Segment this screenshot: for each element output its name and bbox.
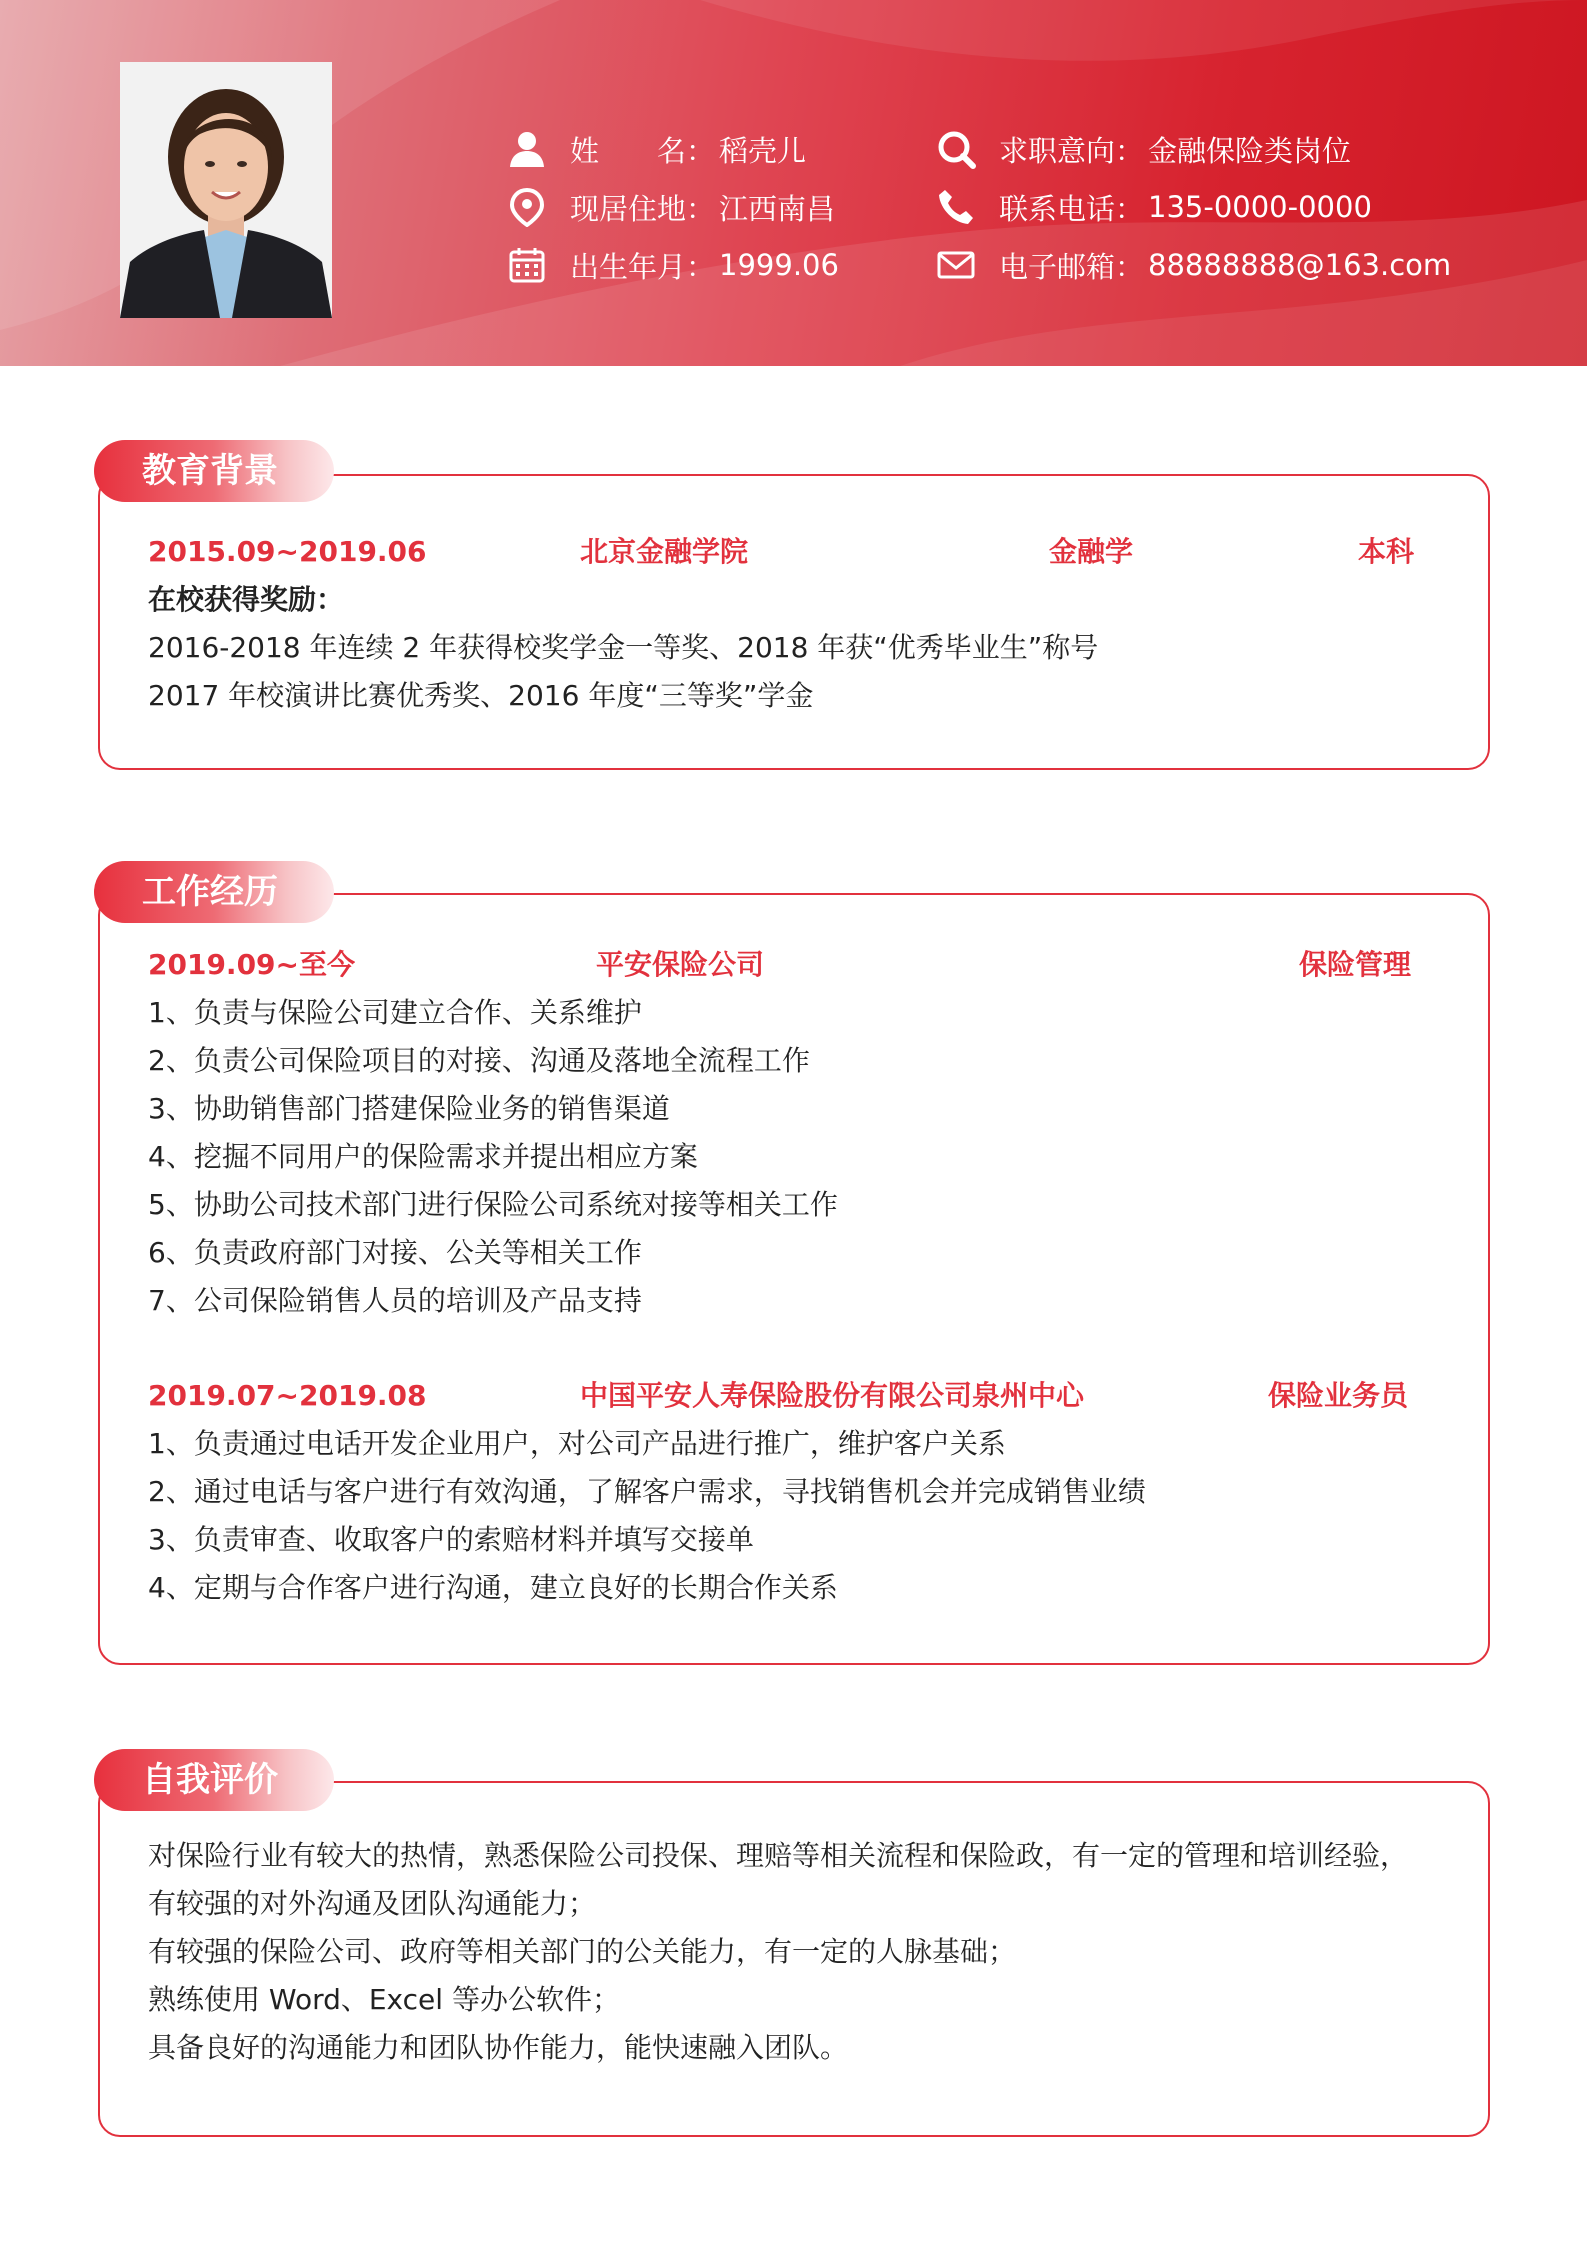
search-icon: [935, 128, 977, 170]
job-duty: 6、负责政府部门对接、公关等相关工作: [148, 1236, 642, 1269]
self-eval-line: 有较强的保险公司、政府等相关部门的公关能力，有一定的人脉基础；: [148, 1935, 1017, 1968]
info-phone-label: 联系电话：: [999, 191, 1145, 226]
education-section: [98, 474, 1490, 770]
job-header-row: [148, 943, 1416, 987]
job-period: 2019.09~至今: [148, 948, 355, 981]
info-intent-value: 金融保险类岗位: [1148, 133, 1352, 168]
info-birth-value: 1999.06: [719, 248, 839, 282]
self-eval-line: 具备良好的沟通能力和团队协作能力，能快速融入团队。: [148, 2031, 849, 2064]
mail-icon: [935, 244, 977, 286]
avatar-photo: [120, 62, 332, 318]
phone-icon: [935, 186, 977, 228]
education-awards-label: 在校获得奖励：: [148, 583, 345, 616]
info-email-value: 88888888@163.com: [1148, 248, 1452, 282]
self-eval-line: 对保险行业有较大的热情，熟悉保险公司投保、理赔等相关流程和保险政，有一定的管理和培训经验，: [148, 1839, 1409, 1872]
self-eval-line: 有较强的对外沟通及团队沟通能力；: [148, 1887, 597, 1920]
info-phone-value: 135-0000-0000: [1148, 190, 1372, 224]
info-intent-label: 求职意向：: [999, 133, 1145, 168]
job-duty: 1、负责通过电话开发企业用户，对公司产品进行推广，维护客户关系: [148, 1427, 1006, 1460]
job-duty: 2、负责公司保险项目的对接、沟通及落地全流程工作: [148, 1044, 810, 1077]
info-intent: [935, 127, 1351, 171]
header-banner: [0, 0, 1587, 366]
job-duty: 3、协助销售部门搭建保险业务的销售渠道: [148, 1092, 670, 1125]
education-degree: 本科: [1358, 535, 1415, 568]
calendar-icon: [506, 244, 548, 286]
job-company: 平安保险公司: [596, 948, 765, 981]
job-duty: 7、公司保险销售人员的培训及产品支持: [148, 1284, 642, 1317]
job-role: 保险管理: [1299, 948, 1412, 981]
job-duty: 4、挖掘不同用户的保险需求并提出相应方案: [148, 1140, 698, 1173]
job-duty: 3、负责审查、收取客户的索赔材料并填写交接单: [148, 1523, 754, 1556]
work-title: 工作经历: [94, 861, 334, 923]
location-pin-icon: [506, 186, 548, 228]
education-period: 2015.09~2019.06: [148, 535, 427, 568]
job-company: 中国平安人寿保险股份有限公司泉州中心: [580, 1379, 1085, 1412]
info-phone: [935, 185, 1372, 229]
avatar-icon: [120, 62, 332, 318]
self-eval-title: 自我评价: [94, 1749, 334, 1811]
info-email-label: 电子邮箱：: [999, 249, 1145, 284]
job-duty: 5、协助公司技术部门进行保险公司系统对接等相关工作: [148, 1188, 838, 1221]
education-award-item: 2016-2018 年连续 2 年获得校奖学金一等奖、2018 年获“优秀毕业生”称号: [148, 631, 1099, 664]
job-period: 2019.07~2019.08: [148, 1379, 427, 1412]
info-name: [506, 127, 806, 171]
info-birth-label: 出生年月：: [570, 249, 716, 284]
info-residence-value: 江西南昌: [719, 191, 836, 226]
job-header-row: [148, 1374, 1416, 1418]
person-icon: [506, 128, 548, 170]
info-residence: [506, 185, 835, 229]
job-duty: 4、定期与合作客户进行沟通，建立良好的长期合作关系: [148, 1571, 838, 1604]
education-title: 教育背景: [94, 440, 334, 502]
education-school: 北京金融学院: [580, 535, 749, 568]
education-major: 金融学: [1049, 535, 1134, 568]
job-role: 保险业务员: [1268, 1379, 1409, 1412]
education-header-row: [148, 530, 1416, 574]
education-award-item: 2017 年校演讲比赛优秀奖、2016 年度“三等奖”学金: [148, 679, 814, 712]
job-duty: 1、负责与保险公司建立合作、关系维护: [148, 996, 642, 1029]
self-eval-line: 熟练使用 Word、Excel 等办公软件；: [148, 1983, 620, 2016]
info-email: [935, 243, 1451, 287]
job-duty: 2、通过电话与客户进行有效沟通，了解客户需求，寻找销售机会并完成销售业绩: [148, 1475, 1146, 1508]
info-name-label: 姓 名：: [570, 133, 716, 168]
info-birth: [506, 243, 839, 287]
info-residence-label: 现居住地：: [570, 191, 716, 226]
info-name-value: 稻壳儿: [719, 133, 807, 168]
